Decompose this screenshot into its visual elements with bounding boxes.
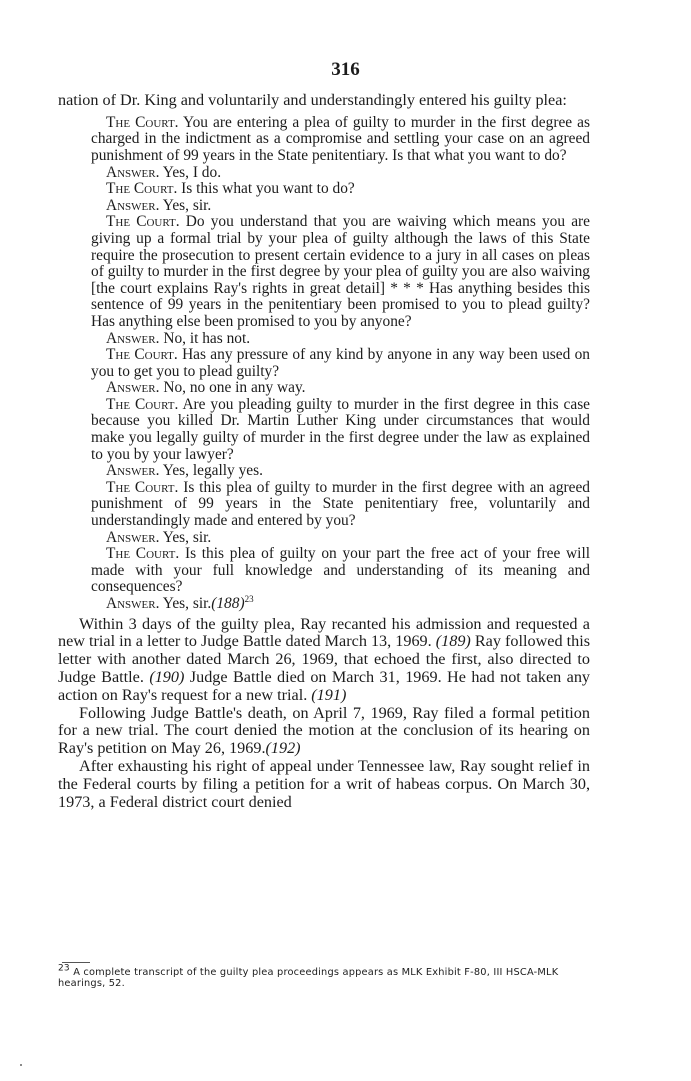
exchange-text: No, no one in any way. — [163, 379, 306, 397]
court-label: The Court. — [106, 180, 178, 198]
answer-label: Answer. — [106, 196, 160, 214]
exchange-text: Yes, I do. — [162, 163, 222, 181]
defendant-answer — [91, 198, 590, 215]
court-question — [91, 480, 590, 530]
exchange-text: Yes, legally yes. — [162, 462, 263, 480]
exchange-text: Yes, sir. — [162, 196, 212, 214]
court-question — [91, 397, 590, 463]
exchange-text: Has any pressure of any kind by anyone in any way been used on you to get you to plead guilty? — [91, 346, 591, 380]
defendant-answer — [91, 593, 590, 613]
court-label: The Court. — [106, 545, 180, 563]
exchange-text: You are entering a plea of guilty to murder in the first degree as charged in the indictment as a compromise and settling your case on an agreed punishment of 99 years in the State penitentiary. Is that what you want to do? — [91, 113, 590, 164]
defendant-answer — [91, 165, 590, 182]
plea-transcript-quote — [58, 115, 590, 613]
page-body — [58, 92, 590, 811]
footnote-marker: 23 — [244, 593, 254, 604]
exchange-text: Are you pleading guilty to murder in the first degree in this case because you killed Dr. Martin Luther King under circumstances that would make you legally guilty of murder in the first degree under the law as explained to you by your lawyer? — [91, 395, 591, 463]
answer-label: Answer. — [106, 379, 160, 397]
court-label: The Court. — [106, 113, 179, 131]
footnote-text: A complete transcript of the guilty plea proceedings appears as MLK Exhibit F-80, III HSCA-MLK hearings, 52. — [58, 967, 559, 989]
court-label: The Court. — [106, 213, 180, 231]
court-question — [91, 115, 590, 165]
citation-191: (191) — [311, 685, 347, 704]
court-question — [91, 181, 590, 198]
court-label: The Court. — [106, 478, 179, 496]
answer-label: Answer. — [106, 329, 160, 347]
page-number: 316 — [331, 59, 360, 80]
paragraph-recant-c: Judge Battle died on March 31, 1969. He had not taken any action on Ray's request for a new trial. — [58, 668, 591, 704]
answer-label: Answer. — [106, 528, 160, 546]
exchange-text: Is this plea of guilty on your part the free act of your free will made with your full knowledge and understanding of its meaning and consequences? — [91, 545, 590, 596]
defendant-answer — [91, 463, 590, 480]
paragraph-recant-b: Ray followed this letter with another dated March 26, 1969, that echoed the first, also directed to Judge Battle. — [58, 632, 590, 686]
answer-label: Answer. — [106, 163, 160, 181]
court-question — [91, 347, 590, 380]
court-label: The Court. — [106, 346, 178, 364]
footnote — [58, 963, 590, 989]
intro-paragraph: nation of Dr. King and voluntarily and understandingly entered his guilty plea: — [58, 91, 567, 109]
exchange-text: No, it has not. — [163, 329, 251, 347]
defendant-answer — [91, 331, 590, 348]
answer-label: Answer. — [106, 462, 160, 480]
court-question — [91, 546, 590, 596]
court-question — [91, 214, 590, 330]
paragraph-recant — [58, 616, 590, 705]
citation-192: (192) — [265, 739, 301, 758]
paragraph-petition-text: Following Judge Battle's death, on April 7, 1969, Ray filed a formal petition for a new trial. The court denied the motion at the conclusion of its hearing on Ray's petition on May 26, 1969. — [58, 703, 590, 758]
paragraph-petition — [58, 705, 590, 758]
scan-speck — [20, 1064, 22, 1066]
citation-188: (188) — [211, 595, 245, 613]
exchange-text: Is this what you want to do? — [181, 180, 355, 198]
citation-190: (190) — [149, 668, 185, 686]
citation-189: (189) — [435, 632, 471, 651]
exchange-text: Yes, sir. — [162, 528, 212, 546]
answer-label: Answer. — [106, 595, 160, 613]
paragraph-habeas: After exhausting his right of appeal under Tennessee law, Ray sought relief in the Federal courts by filing a petition for a writ of habeas corpus. On March 30, 1973, a Federal district court denied — [58, 756, 590, 811]
court-label: The Court. — [106, 395, 179, 413]
defendant-answer — [91, 380, 590, 397]
footnote-number: 23 — [58, 963, 70, 974]
exchange-text: Is this plea of guilty to murder in the first degree with an agreed punishment of 99 years in the State penitentiary free, voluntarily and understandingly made and entered by you? — [91, 478, 590, 530]
paragraph-recant-a: Within 3 days of the guilty plea, Ray recanted his admission and requested a new trial in a letter to Judge Battle dated March 13, 1969. — [58, 614, 590, 651]
defendant-answer — [91, 530, 590, 547]
exchange-text: Do you understand that you are waiving which means you are giving up a formal trial by your plea of guilty although the laws of this State require the prosecution to present certain evidence to a jury in all cases on pleas of guilty to murder in the first degree by your plea of guilty you are also waiving [the court explains Ray's rights in great detail] * * * Has anything besides this sentence of 99 years in the penitentiary been promised to you to plead guilty? Has anything else been promised to you by anyone? — [91, 213, 590, 330]
exchange-text: Yes, sir. — [162, 595, 212, 613]
